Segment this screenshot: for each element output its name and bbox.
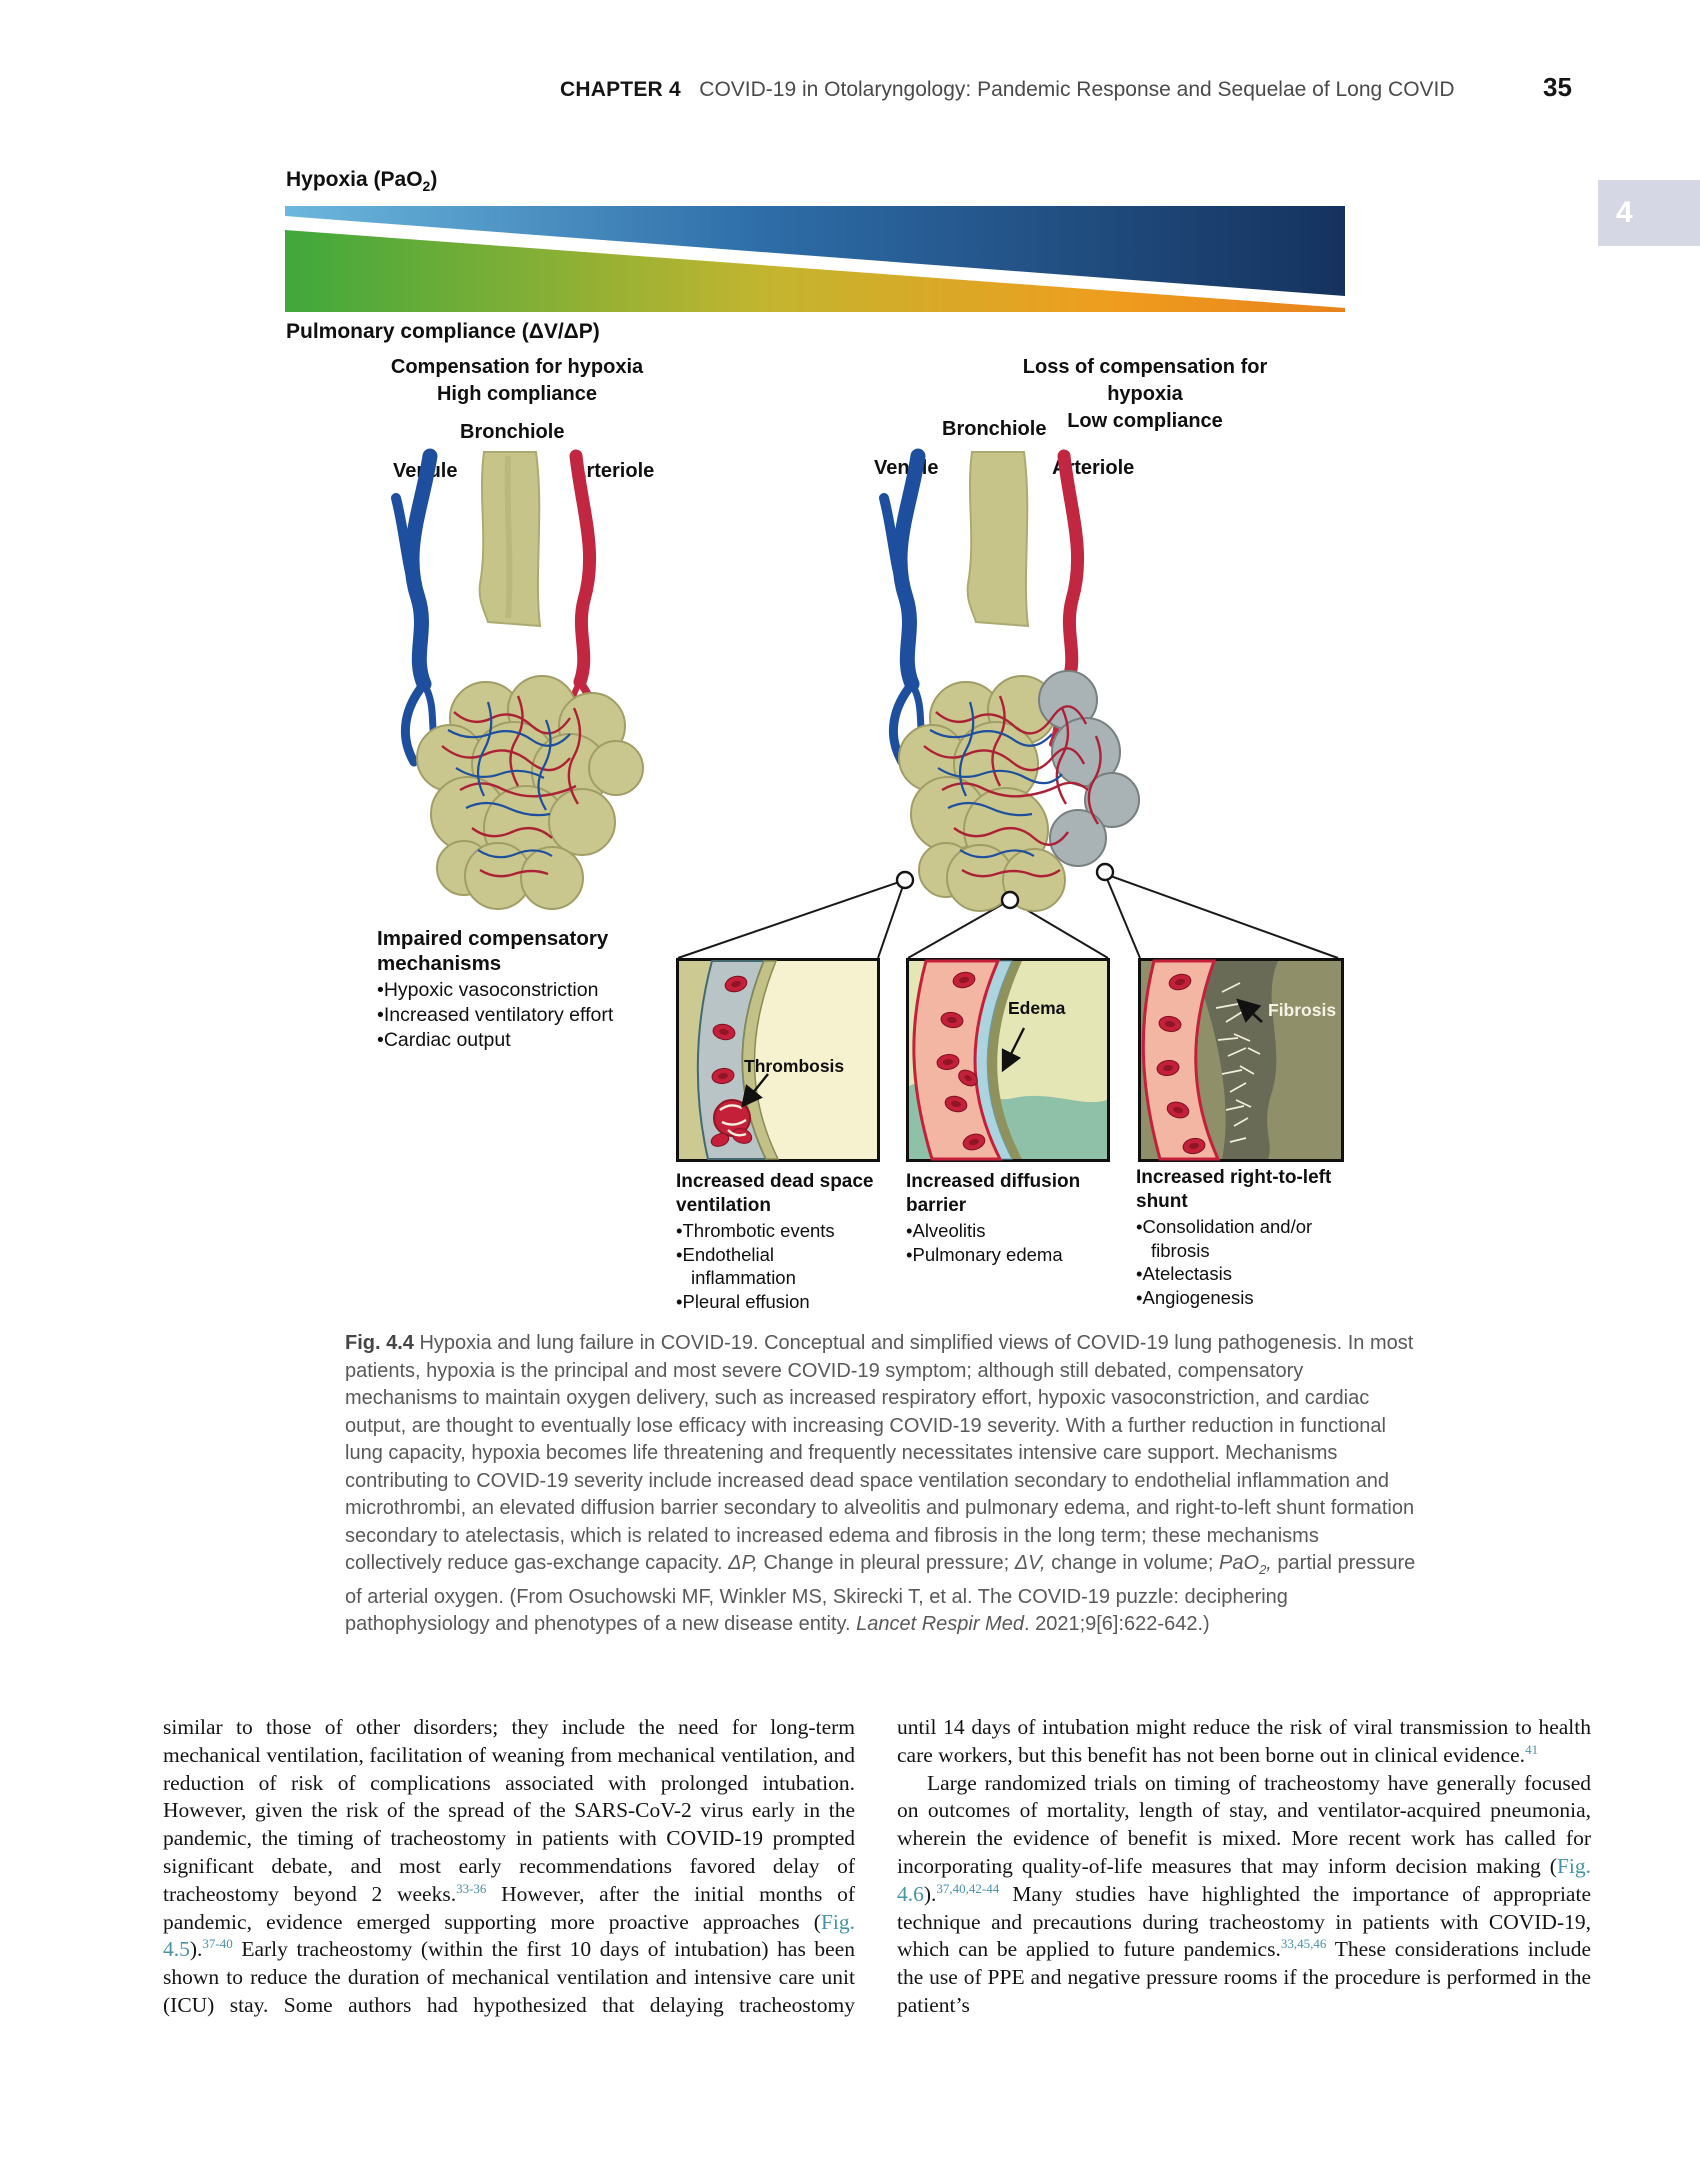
severity-gradient-wedges	[285, 202, 1345, 314]
venule-vessel	[884, 456, 926, 762]
inset-panel-edema	[906, 958, 1110, 1162]
citation-ref[interactable]: 41	[1525, 1741, 1539, 1757]
citation-ref[interactable]: 33,45,46	[1280, 1936, 1327, 1952]
right-arteriole-label: Arteriole	[1052, 457, 1135, 479]
damaged-alveoli	[1039, 671, 1139, 866]
fibrosis-label: Fibrosis	[1268, 1000, 1337, 1020]
impaired-title: Impaired compensatory mechanisms	[377, 927, 609, 975]
inset-caption-dead-space: Increased dead space ventilation • Thrombotic events • Endothelial inflammation • Pleural effusion	[676, 1170, 874, 1313]
figure-caption: Fig. 4.4 Hypoxia and lung failure in COVID-19. Conceptual and simplified views of COVID-19 lung pathogenesis. In most patients, hypoxia is the principal and most severe COVID-19 symptom; although still debated, compensatory mechanisms to maintain oxygen delivery, such as increased respiratory effort, hypoxic vasoconstriction, and cardiac output, are thought to eventually lose efficacy with increasing COVID-19 severity. With a further reduction in functional lung capacity, hypoxia becomes life threatening and frequently necessitates intensive care support. Mechanisms contributing to COVID-19 severity include increased dead space ventilation secondary to endothelial inflammation and microthrombi, an elevated diffusion barrier secondary to alveolitis and pulmonary edema, and right-to-left shunt formation secondary to atelectasis, which is related to increased edema and fibrosis in the long term; these mechanisms collectively reduce gas-exchange capacity. ΔP, Change in pleural pressure; ΔV, change in volume; PaO$_2$, partial pressure of arterial oxygen. (From Osuchowski MF, Winkler MS, Skirecki T, et al. The COVID-19 puzzle: deciphering pathophysiology and phenotypes of a new disease entity. Lancet Respir Med. 2021;9[6]:622-642.)	[345, 1332, 1416, 1635]
state-right-label: Loss of compensation for hypoxia Low compliance	[1022, 356, 1268, 432]
right-venule-label: Venule	[874, 457, 939, 479]
chapter-side-tab: 4	[1598, 180, 1700, 246]
chapter-title: COVID-19 in Otolaryngology: Pandemic Response and Sequelae of Long COVID	[699, 78, 1455, 101]
right-lung-diagram	[846, 446, 1176, 946]
impaired-item: • Hypoxic vasoconstriction	[377, 978, 667, 1003]
impaired-item: • Increased ventilatory effort	[377, 1003, 667, 1028]
page-number: 35	[1543, 72, 1572, 102]
inset-caption-shunt: Increased right-to-left shunt • Consolidation and/or fibrosis • Atelectasis • Angiogenesis	[1136, 1166, 1360, 1309]
figure-cross-reference[interactable]: Fig. 4.6	[897, 1853, 1591, 1906]
state-left-label: Compensation for hypoxia High compliance	[390, 356, 644, 405]
compliance-axis-label: Pulmonary compliance (ΔV/ΔP)	[286, 320, 600, 343]
citation-ref[interactable]: 37-40	[202, 1936, 233, 1952]
body-left-column: similar to those of other disorders; they include the need for long-term mechanical ventilation, facilitation of weaning from mechanical ventilation, and reduction of risk of complications associated with prolonged intubation. However, given the risk of the spread of the SARS-CoV-2 virus early in the pandemic, the timing of tracheostomy in patients with COVID-19 prompted significant debate, and most early recommendations favored delay of tracheostomy beyond 2 weeks.$^{33-36}$ However, after the initial months of pandemic, evidence emerged supporting more proactive approaches (Fig. 4.5).$^{37-40}$ Early tracheostomy (within the first 10 days of intubation) has been shown to reduce the duration of mechanical ventilation and intensive care unit (ICU) stay. Some authors had hypothesized that delaying tracheostomy	[163, 1715, 855, 2017]
edema-label: Edema	[1008, 998, 1066, 1018]
venule-vessel	[396, 456, 438, 762]
impaired-item: • Cardiac output	[377, 1028, 667, 1053]
bronchiole-tube	[968, 452, 1028, 626]
hypoxia-axis-label: Hypoxia (PaO$_2$)	[286, 168, 438, 195]
figure-number: Fig. 4.4	[345, 1332, 414, 1354]
figure-cross-reference[interactable]: Fig. 4.5	[163, 1909, 855, 1962]
citation-ref[interactable]: 37,40,42-44	[936, 1880, 1000, 1896]
thrombosis-label: Thrombosis	[744, 1056, 845, 1076]
left-lung-diagram	[368, 446, 688, 946]
citation-ref[interactable]: 33-36	[456, 1880, 487, 1896]
page-header	[560, 78, 1455, 102]
chapter-label: CHAPTER 4	[560, 78, 681, 101]
left-arteriole-label: Arteriole	[572, 460, 655, 482]
inset-panel-fibrosis	[1138, 958, 1344, 1162]
alveoli-cluster	[417, 676, 643, 909]
right-bronchiole-label: Bronchiole	[942, 418, 1047, 440]
inset-caption-diffusion-barrier: Increased diffusion barrier • Alveolitis • Pulmonary edema	[906, 1170, 1112, 1266]
body-right-column: until 14 days of intubation might reduce the risk of viral transmission to health care workers, but this benefit has not been borne out in clinical evidence.$^{41}$ Large randomized trials on timing of tracheostomy have generally focused on outcomes of mortality, length of stay, and ventilator-acquired pneumonia, wherein the evidence of benefit is mixed. More recent work has called for incorporating quality-of-life measures that may inform decision making (Fig. 4.6).$^{37,40,42-44}$ Many studies have highlighted the importance of appropriate technique and precautions during tracheostomy in patients with COVID-19, which can be applied to future pandemics.$^{33,45,46}$ These considerations include the use of PPE and negative pressure rooms if the procedure is performed in the patient’s	[897, 1715, 1591, 2017]
left-venule-label: Venule	[393, 460, 458, 482]
left-bronchiole-label: Bronchiole	[460, 421, 565, 443]
